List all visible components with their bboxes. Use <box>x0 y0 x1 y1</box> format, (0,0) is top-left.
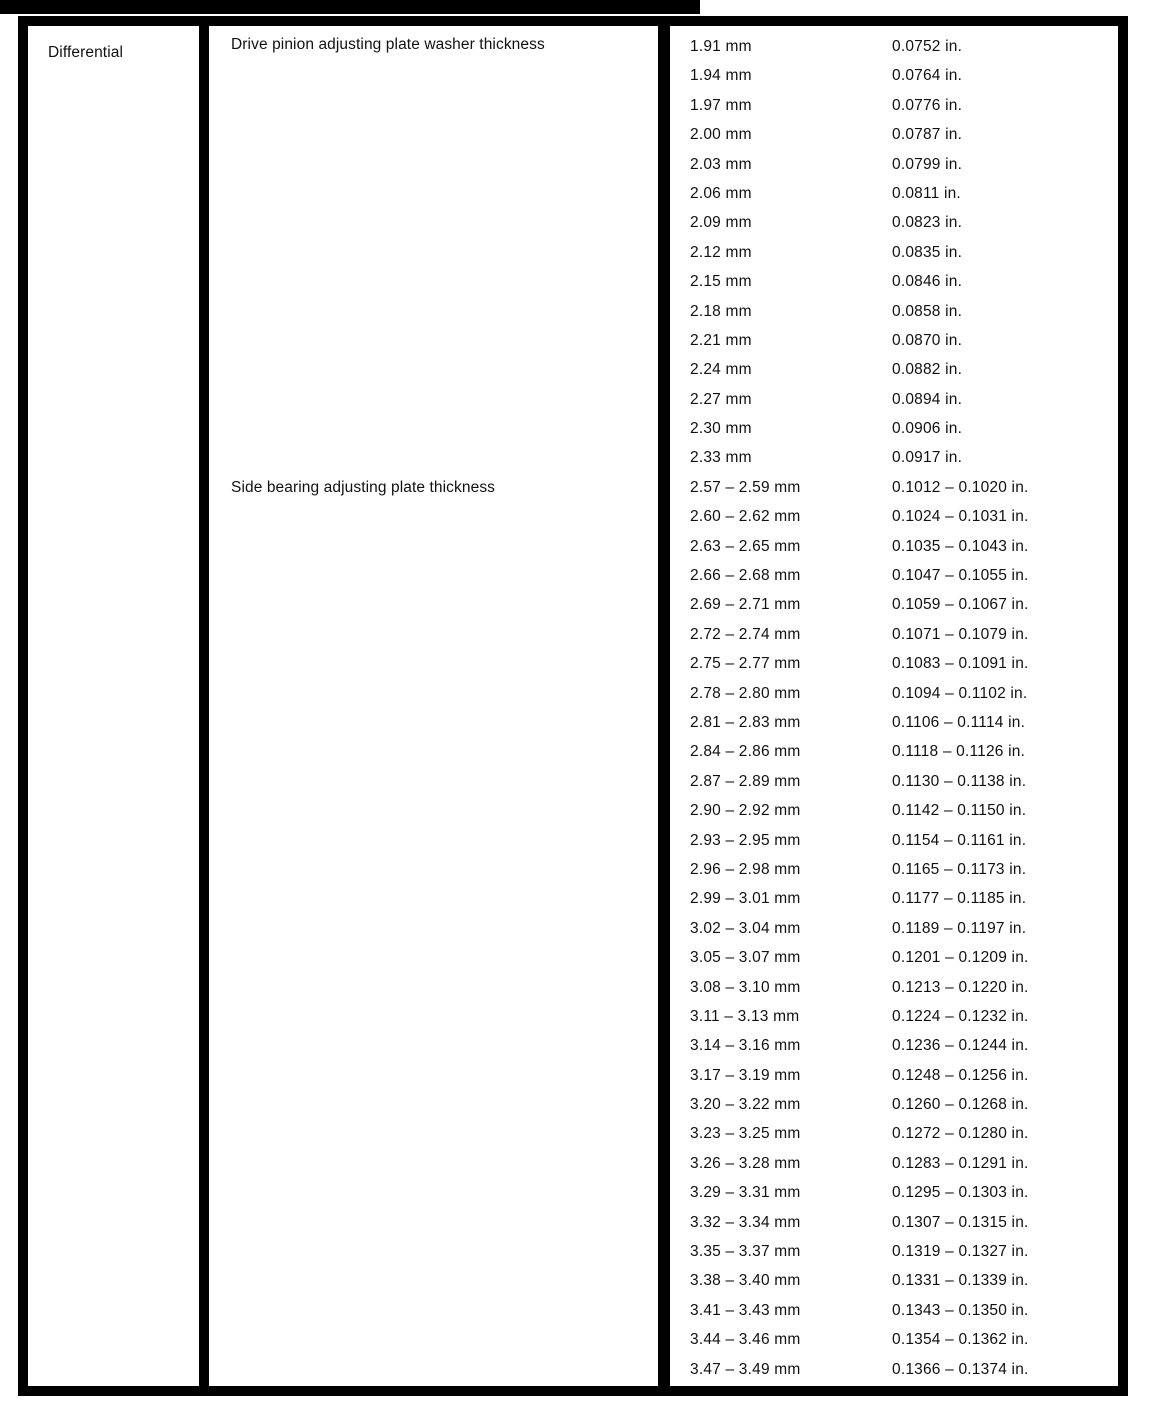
table-row <box>680 979 1120 1008</box>
imperial-value: 0.1142 – 0.1150 in. <box>892 802 1027 820</box>
metric-value: 2.06 mm <box>690 184 752 202</box>
metric-value: 2.21 mm <box>690 331 752 349</box>
table-row <box>680 38 1120 67</box>
imperial-value: 0.1154 – 0.1161 in. <box>892 831 1027 849</box>
table-row <box>680 861 1120 890</box>
table-row <box>680 802 1120 831</box>
table-row <box>680 714 1120 743</box>
table-row <box>680 244 1120 273</box>
imperial-value: 0.0787 in. <box>892 126 963 144</box>
table-row <box>680 479 1120 508</box>
metric-value: 2.75 – 2.77 mm <box>690 655 801 673</box>
metric-value: 3.08 – 3.10 mm <box>690 978 801 996</box>
table-row <box>680 156 1120 185</box>
metric-value: 2.63 – 2.65 mm <box>690 537 801 555</box>
metric-value: 2.00 mm <box>690 126 752 144</box>
item-label-side-bearing-plate: Side bearing adjusting plate thickness <box>231 479 496 496</box>
imperial-value: 0.1047 – 0.1055 in. <box>892 567 1029 585</box>
metric-value: 3.35 – 3.37 mm <box>690 1243 801 1261</box>
metric-value: 2.81 – 2.83 mm <box>690 713 801 731</box>
metric-value: 2.93 – 2.95 mm <box>690 831 801 849</box>
imperial-value: 0.1236 – 0.1244 in. <box>892 1037 1029 1055</box>
table-row <box>680 567 1120 596</box>
metric-value: 2.15 mm <box>690 273 752 291</box>
table-row <box>680 420 1120 449</box>
imperial-value: 0.1130 – 0.1138 in. <box>892 772 1027 790</box>
imperial-value: 0.0835 in. <box>892 243 963 261</box>
metric-value: 2.09 mm <box>690 214 752 232</box>
metric-value: 3.44 – 3.46 mm <box>690 1331 801 1349</box>
imperial-value: 0.1177 – 0.1185 in. <box>892 890 1027 908</box>
top-rule <box>0 0 700 14</box>
table-row <box>680 214 1120 243</box>
table-row <box>680 1067 1120 1096</box>
table-row <box>680 332 1120 361</box>
imperial-value: 0.1094 – 0.1102 in. <box>892 684 1028 702</box>
group-label: Differential <box>48 44 124 61</box>
metric-value: 2.03 mm <box>690 155 752 173</box>
metric-value: 3.17 – 3.19 mm <box>690 1066 801 1084</box>
table-row <box>680 185 1120 214</box>
imperial-value: 0.1012 – 0.1020 in. <box>892 478 1029 496</box>
imperial-value: 0.1331 – 0.1339 in. <box>892 1272 1029 1290</box>
table-row <box>680 626 1120 655</box>
metric-value: 2.99 – 3.01 mm <box>690 890 801 908</box>
table-row <box>680 1243 1120 1272</box>
table-row <box>680 361 1120 390</box>
metric-value: 3.32 – 3.34 mm <box>690 1213 801 1231</box>
spec-table <box>18 16 1128 1396</box>
table-row <box>680 596 1120 625</box>
metric-value: 3.41 – 3.43 mm <box>690 1301 801 1319</box>
imperial-value: 0.0858 in. <box>892 302 963 320</box>
column-divider-1 <box>199 26 209 1386</box>
table-row <box>680 1302 1120 1331</box>
table-row <box>680 920 1120 949</box>
metric-value: 2.96 – 2.98 mm <box>690 860 801 878</box>
imperial-value: 0.1319 – 0.1327 in. <box>892 1243 1029 1261</box>
metric-value: 3.11 – 3.13 mm <box>690 1007 800 1025</box>
imperial-value: 0.1343 – 0.1350 in. <box>892 1301 1029 1319</box>
table-row <box>680 1214 1120 1243</box>
table-row <box>680 391 1120 420</box>
table-row <box>680 508 1120 537</box>
metric-value: 2.69 – 2.71 mm <box>690 596 801 614</box>
table-row <box>680 303 1120 332</box>
table-row <box>680 1125 1120 1154</box>
imperial-value: 0.0776 in. <box>892 96 963 114</box>
table-row <box>680 1037 1120 1066</box>
imperial-value: 0.0846 in. <box>892 273 963 291</box>
metric-value: 3.47 – 3.49 mm <box>690 1360 801 1378</box>
imperial-value: 0.1224 – 0.1232 in. <box>892 1007 1029 1025</box>
imperial-value: 0.0764 in. <box>892 67 963 85</box>
table-row <box>680 97 1120 126</box>
imperial-value: 0.0906 in. <box>892 420 963 438</box>
metric-value: 3.05 – 3.07 mm <box>690 949 801 967</box>
imperial-value: 0.0917 in. <box>892 449 963 467</box>
imperial-value: 0.1213 – 0.1220 in. <box>892 978 1029 996</box>
table-row <box>680 1272 1120 1301</box>
metric-value: 2.24 mm <box>690 361 752 379</box>
metric-value: 2.72 – 2.74 mm <box>690 625 801 643</box>
table-row <box>680 685 1120 714</box>
table-row <box>680 1331 1120 1360</box>
table-row <box>680 126 1120 155</box>
imperial-value: 0.0894 in. <box>892 390 963 408</box>
table-row <box>680 743 1120 772</box>
imperial-value: 0.1295 – 0.1303 in. <box>892 1184 1029 1202</box>
metric-value: 2.27 mm <box>690 390 752 408</box>
table-row <box>680 273 1120 302</box>
table-row <box>680 1155 1120 1184</box>
metric-value: 2.18 mm <box>690 302 752 320</box>
metric-value: 3.02 – 3.04 mm <box>690 919 801 937</box>
imperial-value: 0.1189 – 0.1197 in. <box>892 919 1027 937</box>
imperial-value: 0.0823 in. <box>892 214 963 232</box>
imperial-value: 0.1035 – 0.1043 in. <box>892 537 1029 555</box>
imperial-value: 0.0882 in. <box>892 361 963 379</box>
column-divider-2 <box>658 26 670 1386</box>
metric-value: 2.66 – 2.68 mm <box>690 567 801 585</box>
table-row <box>680 449 1120 478</box>
metric-value: 2.87 – 2.89 mm <box>690 772 801 790</box>
imperial-value: 0.1024 – 0.1031 in. <box>892 508 1029 526</box>
table-row <box>680 890 1120 919</box>
metric-value: 3.29 – 3.31 mm <box>690 1184 801 1202</box>
metric-value: 2.78 – 2.80 mm <box>690 684 801 702</box>
metric-value: 3.14 – 3.16 mm <box>690 1037 801 1055</box>
metric-value: 2.84 – 2.86 mm <box>690 743 801 761</box>
imperial-value: 0.0870 in. <box>892 331 963 349</box>
metric-value: 2.30 mm <box>690 420 752 438</box>
imperial-value: 0.1118 – 0.1126 in. <box>892 743 1026 761</box>
imperial-value: 0.1366 – 0.1374 in. <box>892 1360 1029 1378</box>
table-row <box>680 655 1120 684</box>
imperial-value: 0.1106 – 0.1114 in. <box>892 713 1026 731</box>
metric-value: 1.91 mm <box>690 38 752 55</box>
table-row <box>680 1361 1120 1390</box>
item-label-drive-pinion-washer: Drive pinion adjusting plate washer thickness <box>231 36 545 53</box>
imperial-value: 0.1165 – 0.1173 in. <box>892 860 1027 878</box>
metric-value: 3.38 – 3.40 mm <box>690 1272 801 1290</box>
metric-value: 2.33 mm <box>690 449 752 467</box>
imperial-value: 0.1083 – 0.1091 in. <box>892 655 1029 673</box>
imperial-value: 0.1283 – 0.1291 in. <box>892 1154 1029 1172</box>
metric-value: 3.20 – 3.22 mm <box>690 1096 801 1114</box>
metric-value: 2.60 – 2.62 mm <box>690 508 801 526</box>
imperial-value: 0.1059 – 0.1067 in. <box>892 596 1029 614</box>
imperial-value: 0.1260 – 0.1268 in. <box>892 1096 1029 1114</box>
table-row <box>680 949 1120 978</box>
imperial-value: 0.1248 – 0.1256 in. <box>892 1066 1029 1084</box>
metric-value: 2.57 – 2.59 mm <box>690 478 801 496</box>
table-row <box>680 67 1120 96</box>
table-row <box>680 773 1120 802</box>
metric-value: 3.23 – 3.25 mm <box>690 1125 801 1143</box>
table-row <box>680 1184 1120 1213</box>
imperial-value: 0.0811 in. <box>892 184 961 202</box>
table-row <box>680 1096 1120 1125</box>
metric-value: 2.12 mm <box>690 243 752 261</box>
imperial-value: 0.1307 – 0.1315 in. <box>892 1213 1029 1231</box>
metric-value: 1.94 mm <box>690 67 752 85</box>
imperial-value: 0.0799 in. <box>892 155 963 173</box>
imperial-value: 0.0752 in. <box>892 38 963 55</box>
values-column <box>680 38 1120 1390</box>
imperial-value: 0.1201 – 0.1209 in. <box>892 949 1029 967</box>
table-row <box>680 1008 1120 1037</box>
metric-value: 1.97 mm <box>690 96 752 114</box>
metric-value: 2.90 – 2.92 mm <box>690 802 801 820</box>
table-row <box>680 538 1120 567</box>
table-row <box>680 832 1120 861</box>
imperial-value: 0.1272 – 0.1280 in. <box>892 1125 1029 1143</box>
imperial-value: 0.1354 – 0.1362 in. <box>892 1331 1029 1349</box>
imperial-value: 0.1071 – 0.1079 in. <box>892 625 1029 643</box>
metric-value: 3.26 – 3.28 mm <box>690 1154 801 1172</box>
